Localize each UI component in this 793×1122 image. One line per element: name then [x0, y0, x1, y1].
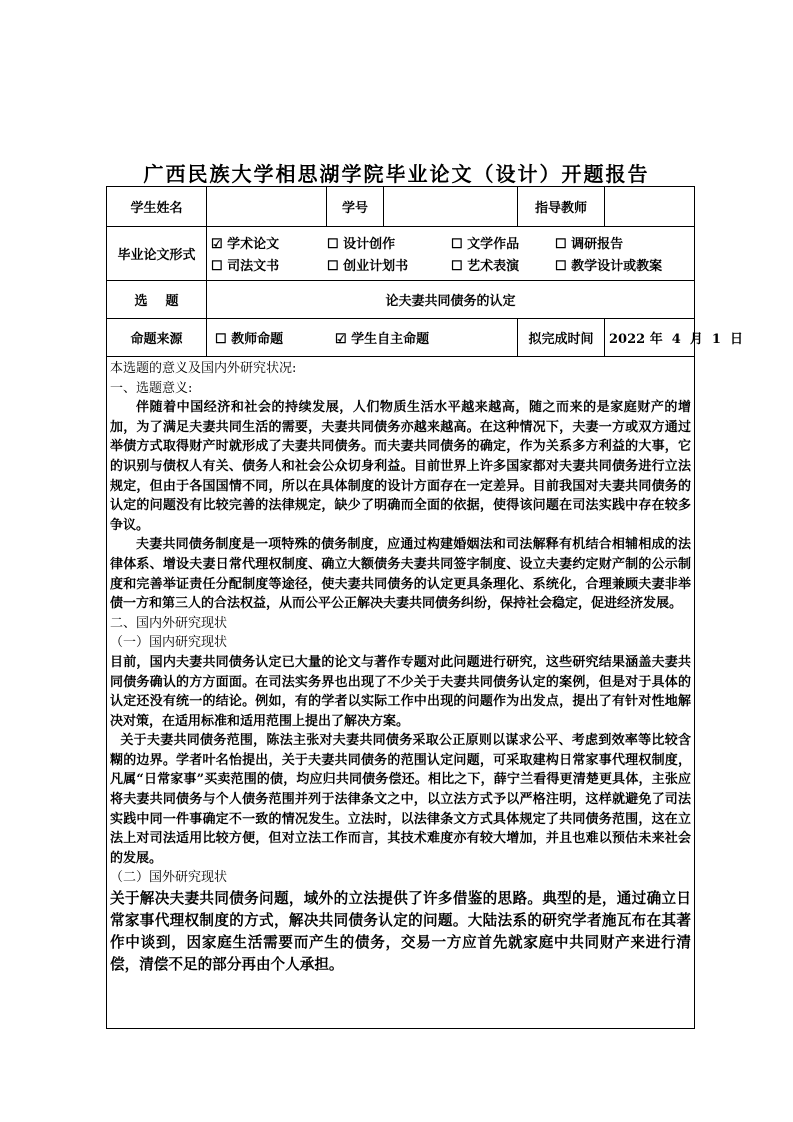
- paragraph-domestic-1: 目前，国内夫妻共同债务认定已大量的论文与著作专题对此问题进行研究，这些研究结果涵盖夫妻共同债务确认的方方面面。在司法实务界也出现了不少关于夫妻共同债务认定的案例，但是对于具体的认定还没有统一的结论。例如，有的学者以实际工作中出现的问题作为出发点，提出了有针对性地解决对策，在适用标准和适用范围上提出了解决方案。: [110, 654, 691, 729]
- topic-label: 选 题: [107, 281, 207, 319]
- option-teaching-design[interactable]: ☐ 教学设计或教案: [555, 259, 663, 274]
- paragraph-domestic-2: 关于夫妻共同债务范围，陈法主张对夫妻共同债务采取公正原则以谋求公平、考虑到效率等比较含糊的边界。学者叶名怡提出，关于夫妻共同债务的范围认定问题，可采取建构日常家事代理权制度，凡属“日常家事”买卖范围的债，均应归共同债务偿还。相比之下，薛宁兰看得更清楚更具体，主张应将夫妻共同债务与个人债务范围并列于法律条文之中，以立法方式予以严格注明，这样就避免了司法实践中同一件事确定不一致的情况发生。立法时，以法律条文方式具体规定了共同债务范围，这在立法上对司法适用比较方便，但对立法工作而言，其技术难度亦有较大增加，并且也难以预估未来社会的发展。: [110, 733, 691, 866]
- row-content: [107, 357, 695, 1029]
- option-business-plan[interactable]: ☐ 创业计划书: [327, 259, 409, 274]
- thesis-form-label: 毕业论文形式: [107, 227, 207, 281]
- row-topic-source: [107, 319, 695, 357]
- student-id-label: 学号: [327, 187, 384, 227]
- content-cell: [107, 357, 695, 1029]
- section-research-status-heading: 二、国内外研究现状: [110, 615, 228, 631]
- row-student-info: [107, 187, 695, 227]
- page-title: 广西民族大学相思湖学院毕业论文（设计）开题报告: [143, 162, 650, 186]
- paragraph-significance-2: 夫妻共同债务制度是一项特殊的债务制度，应通过构建婚姻法和司法解释有机结合相辅相成的法律体系、增设夫妻日常代理权制度、确立大额债务夫妻共同签字制度、设立夫妻约定财产制的公示制度和完善举证责任分配制度等途径，使夫妻共同债务的认定更具条理化、系统化，合理兼顾夫妻非举债一方和第三人的合法权益，从而公平公正解决夫妻共同债务纠纷，保持社会稳定，促进经济发展。: [110, 537, 691, 612]
- option-art-performance[interactable]: ☐ 艺术表演: [451, 259, 520, 274]
- topic-source-options: [207, 319, 518, 357]
- completion-date-label: 拟完成时间: [518, 319, 605, 357]
- row-thesis-form: [107, 227, 695, 281]
- section-significance-heading: 一、选题意义:: [110, 380, 193, 396]
- subsection-foreign-heading: （二）国外研究现状: [110, 870, 228, 886]
- student-name-field[interactable]: [207, 187, 327, 227]
- option-judicial-document[interactable]: ☐ 司法文书: [211, 259, 280, 274]
- paragraph-foreign-1: 关于解决夫妻共同债务问题，域外的立法提供了许多借鉴的思路。典型的是，通过确立日常家事代理权制度的方式，解决共同债务认定的问题。大陆法系的研究学者施瓦布在其著作中谈到，因家庭生活需要而产生的债务，交易一方应首先就家庭中共同财产来进行清偿，清偿不足的部分再由个人承担。: [110, 890, 691, 974]
- student-name-label: 学生姓名: [107, 187, 207, 227]
- proposal-form-table: [106, 186, 744, 1029]
- subsection-domestic-heading: （一）国内研究现状: [110, 635, 228, 651]
- advisor-field[interactable]: [605, 187, 695, 227]
- option-student-topic[interactable]: ☑ 学生自主命题: [335, 332, 430, 347]
- completion-date-value: 2022 年 4 月 1 日: [605, 319, 695, 357]
- paragraph-significance-1: 伴随着中国经济和社会的持续发展，人们物质生活水平越来越高，随之而来的是家庭财产的增加，为了满足夫妻共同生活的需要，夫妻共同债务亦越来越高。在这种情况下，夫妻一方或双方通过举债方式取得财产时就形成了夫妻共同债务。而夫妻共同债务的确定，作为关系多方利益的大事，它的识别与债权人有关、债务人和社会公众切身利益。目前世界上许多国家都对夫妻共同债务进行立法规定，但由于各国国情不同，所以在具体制度的设计方面存在一定差异。目前我国对夫妻共同债务的认定的问题没有比较完善的法律规定，缺少了明确而全面的依据，使得该问题在司法实践中存在较多争议。: [110, 400, 691, 533]
- topic-value: 论夫妻共同债务的认定: [207, 281, 695, 319]
- row-topic: [107, 281, 695, 319]
- option-design-creation[interactable]: ☐ 设计创作: [327, 237, 396, 252]
- option-literary-work[interactable]: ☐ 文学作品: [451, 237, 520, 252]
- advisor-label: 指导教师: [518, 187, 605, 227]
- option-teacher-topic[interactable]: ☐ 教师命题: [215, 332, 284, 347]
- student-id-field[interactable]: [384, 187, 518, 227]
- thesis-form-options: [207, 227, 695, 281]
- option-research-report[interactable]: ☐ 调研报告: [555, 237, 624, 252]
- option-academic-paper[interactable]: ☑ 学术论文: [211, 237, 280, 252]
- content-heading: 本选题的意义及国内外研究状况:: [110, 361, 297, 376]
- topic-source-label: 命题来源: [107, 319, 207, 357]
